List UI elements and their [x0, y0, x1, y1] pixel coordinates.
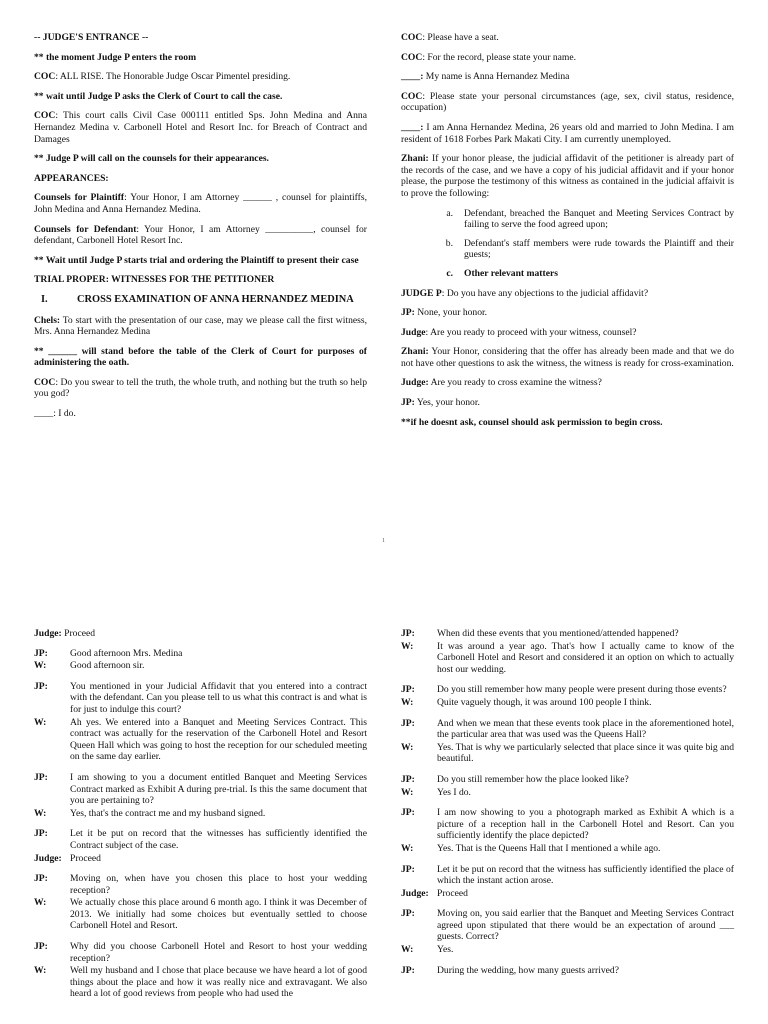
spacer	[401, 856, 734, 864]
qa-line	[34, 648, 367, 660]
speaker-line	[34, 628, 367, 640]
speaker-name: JP:	[401, 807, 415, 819]
qa-line	[34, 772, 367, 807]
speaker-name: JP:	[401, 397, 415, 409]
speaker-name: COC	[34, 110, 56, 122]
speaker-name: W:	[401, 944, 414, 956]
speaker-name: JP:	[34, 941, 48, 953]
qa-text: It was around a year ago. That's how I actually came to know of the Carbonell Hotel and Resort and considered it an option on which to actually host our wedding.	[437, 640, 734, 675]
qa-text: When did these events that you mentioned/attended happened?	[437, 628, 679, 639]
speaker-name: JP:	[401, 964, 415, 976]
qa-text: And when we mean that these events took place in the aforementioned hotel, the particular area that was used was the Queens Hall?	[437, 717, 734, 741]
speaker-name: COC	[401, 90, 423, 102]
paragraph: ** the moment Judge P enters the room	[34, 51, 197, 63]
speaker-line	[34, 71, 367, 83]
speaker-name: JP:	[34, 680, 48, 692]
page-number: 1	[382, 538, 385, 544]
purpose-list	[401, 208, 734, 280]
speaker-line	[34, 315, 367, 338]
speaker-name: ____:	[401, 71, 424, 83]
qa-line	[34, 941, 367, 964]
speaker-line	[401, 288, 734, 300]
speaker-name: W:	[34, 807, 47, 819]
qa-text: Do you still remember how many people were present during those events?	[437, 684, 727, 696]
speaker-name: JP:	[401, 717, 415, 729]
qa-line	[401, 965, 734, 977]
speaker-name: W:	[34, 897, 47, 909]
qa-text: Well my husband and I chose that place because we have heard a lot of good things about the place and how it was really nice and extravagant. We also heard a lot of good reviews from people who had used the	[70, 965, 367, 1000]
spacer	[401, 676, 734, 684]
speaker-line	[401, 122, 734, 145]
qa-text: Do you still remember how the place looked like?	[437, 773, 629, 785]
qa-line	[401, 908, 734, 943]
speaker-text: : Do you swear to tell the truth, the whole truth, and nothing but the truth so help you god?	[34, 376, 367, 400]
page-2-left-column	[34, 628, 367, 1001]
speaker-line	[401, 32, 734, 44]
list-text: Other relevant matters	[464, 267, 558, 279]
spacer	[401, 766, 734, 774]
section-heading	[34, 294, 367, 307]
speaker-name: Zhani:	[401, 346, 429, 358]
qa-line	[401, 944, 734, 956]
speaker-name: COC	[34, 376, 56, 388]
paragraph: TRIAL PROPER: WITNESSES FOR THE PETITIONER	[34, 274, 275, 286]
speaker-text: : This court calls Civil Case 000111 entitled Sps. John Medina and Anna Hernandez Medina v. Carbonell Hotel and Resort Inc. for Breach of Contract and Damages	[34, 110, 367, 145]
speaker-name: JUDGE P	[401, 287, 442, 299]
qa-text: Let it be put on record that the witness has sufficiently identified the place of which the instant action arose.	[437, 863, 734, 887]
speaker-text: My name is Anna Hernandez Medina	[423, 71, 570, 83]
speaker-text: : Please state your personal circumstances (age, sex, civil status, residence, occupation)	[401, 90, 734, 114]
page-1-right-column	[401, 32, 734, 436]
speaker-name: W:	[401, 640, 414, 652]
page-2	[0, 592, 768, 1024]
speaker-name: W:	[401, 741, 414, 753]
section-number: I.	[41, 293, 48, 305]
paragraph: ** Wait until Judge P starts trial and ordering the Plaintiff to present their case	[34, 254, 359, 266]
spacer	[34, 820, 367, 828]
speaker-line	[401, 327, 734, 339]
speaker-name: W:	[34, 716, 47, 728]
speaker-line	[401, 346, 734, 369]
paragraph: ____: I do.	[34, 408, 76, 420]
qa-line	[401, 774, 734, 786]
speaker-line	[34, 224, 367, 247]
qa-line	[34, 965, 367, 1000]
qa-text: Yes, that's the contract me and my husband signed.	[70, 807, 266, 819]
speaker-line	[401, 397, 734, 409]
qa-text: Yes.	[437, 944, 454, 956]
speaker-text: I am Anna Hernandez Medina, 26 years old and married to John Medina. I am resident of 1618 Forbes Park Makati City. I am currently unemployed.	[401, 121, 734, 145]
speaker-text: : ALL RISE. The Honorable Judge Oscar Pimentel presiding.	[55, 71, 291, 83]
speaker-line	[401, 377, 734, 389]
qa-text: We actually chose this place around 6 month ago. I think it was December of 2013. We initially had some choices but eventually settled to choose Carbonell Hotel and Resort.	[70, 897, 367, 932]
list-letter: b.	[445, 237, 453, 249]
speaker-text: : Are you ready to proceed with your witness, counsel?	[425, 326, 637, 338]
spacer	[401, 957, 734, 965]
speaker-name: ____:	[401, 121, 424, 133]
qa-line	[401, 684, 734, 696]
speaker-text: If your honor please, the judicial affidavit of the petitioner is already part of the records of the case, and we have a copy of his judicial affidavit and if your honor please, the purpose the testimony of this witness as contained in the judicial affaivit is to prove the following:	[401, 153, 734, 199]
speaker-name: JP:	[401, 773, 415, 785]
page-1-left-column	[34, 32, 367, 428]
list-item	[401, 268, 734, 280]
speaker-name: W:	[401, 696, 414, 708]
speaker-name: JP:	[34, 873, 48, 885]
qa-line	[401, 742, 734, 765]
speaker-text: : Your Honor, I am Attorney __________, counsel for defendant, Carbonell Hotel Resort Inc.	[34, 223, 367, 247]
speaker-name: JP:	[401, 307, 415, 319]
qa-text: Yes I do.	[437, 786, 471, 798]
speaker-name: W:	[34, 965, 47, 977]
paragraph: ** ______ will stand before the table of the Clerk of Court for purposes of administering the oath.	[34, 345, 367, 369]
speaker-text: None, your honor.	[414, 307, 488, 319]
qa-line	[34, 660, 367, 672]
speaker-line	[401, 307, 734, 319]
speaker-text: To start with the presentation of our case, may we please call the first witness, Mrs. Anna Hernandez Medina	[34, 314, 367, 338]
qa-line	[401, 628, 734, 640]
qa-line	[401, 843, 734, 855]
spacer	[34, 673, 367, 681]
speaker-name: Judge:	[401, 887, 429, 899]
speaker-line	[401, 52, 734, 64]
spacer	[401, 900, 734, 908]
speaker-text: : Your Honor, I am Attorney ______ , counsel for plaintiffs, John Medina and Anna Hernandez Medina.	[34, 192, 367, 215]
speaker-text: : For the record, please state your name.	[422, 51, 577, 63]
speaker-name: JP:	[401, 863, 415, 875]
qa-text: Good afternoon sir.	[70, 660, 145, 672]
list-letter: a.	[446, 207, 453, 219]
qa-text: Yes. That is why we particularly selected that place since it was quite big and beautiful.	[437, 741, 734, 765]
speaker-text: : Do you have any objections to the judicial affidavit?	[441, 287, 649, 299]
qa-line	[34, 681, 367, 716]
speaker-name: W:	[401, 842, 414, 854]
qa-line	[34, 717, 367, 763]
speaker-name: JP:	[34, 771, 48, 783]
speaker-name: Chels:	[34, 314, 61, 326]
qa-line	[401, 787, 734, 799]
qa-line	[34, 853, 367, 865]
speaker-name: JP:	[34, 828, 48, 840]
qa-text: I am now showing to you a photograph marked as Exhibit A which is a picture of a reception hall in the Carbonell Hotel and Resort. Can you sufficiently identify the place depicted?	[437, 807, 734, 842]
speaker-name: Judge	[401, 326, 426, 338]
speaker-line	[401, 71, 734, 83]
spacer	[34, 933, 367, 941]
qa-line	[401, 718, 734, 741]
qa-line	[34, 808, 367, 820]
paragraph: ** Judge P will call on the counsels for their appearances.	[34, 153, 269, 165]
speaker-name: Judge:	[401, 377, 429, 389]
spacer	[401, 710, 734, 718]
speaker-name: JP:	[34, 647, 48, 659]
spacer	[34, 764, 367, 772]
section-title: CROSS EXAMINATION OF ANNA HERNANDEZ MEDINA	[77, 293, 354, 305]
paragraph: **if he doesnt ask, counsel should ask permission to begin cross.	[401, 416, 663, 428]
speaker-text: Proceed	[61, 628, 96, 639]
speaker-name: W:	[401, 786, 414, 798]
speaker-line	[401, 153, 734, 199]
list-text: Defendant, breached the Banquet and Meeting Services Contract by failing to serve the food agreed upon;	[464, 207, 734, 231]
speaker-name: Counsels for Defendant	[34, 223, 137, 235]
paragraph: -- JUDGE'S ENTRANCE --	[34, 32, 149, 43]
qa-text: Moving on, when have you chosen this place to host your wedding reception?	[70, 873, 367, 896]
qa-text: Ah yes. We entered into a Banquet and Meeting Services Contract. This contract was actually for the reservation of the Carbonell Hotel and Resort Queen Hall which was going to host the reception for our scheduled meeting on the same day earlier.	[70, 716, 367, 763]
spacer	[401, 799, 734, 807]
page-2-right-column	[401, 628, 734, 977]
qa-text: Yes. That is the Queens Hall that I mentioned a while ago.	[437, 842, 661, 854]
speaker-name: Judge:	[34, 628, 62, 639]
list-text: Defendant's staff members were rude towards the Plaintiff and their guests;	[464, 237, 734, 261]
qa-text: Quite vaguely though, it was around 100 people I think.	[437, 696, 652, 708]
qa-line	[401, 641, 734, 676]
speaker-line	[34, 377, 367, 400]
qa-text: Proceed	[70, 852, 101, 864]
list-item	[401, 208, 734, 231]
speaker-name: Zhani:	[401, 153, 429, 165]
qa-line	[401, 697, 734, 709]
qa-text: Why did you choose Carbonell Hotel and Resort to host your wedding reception?	[70, 941, 367, 964]
paragraph: APPEARANCES:	[34, 172, 109, 184]
spacer	[34, 865, 367, 873]
list-letter: c.	[446, 267, 453, 279]
speaker-text: Yes, your honor.	[414, 397, 480, 409]
speaker-line	[401, 91, 734, 114]
speaker-name: COC	[401, 32, 423, 43]
qa-text: During the wedding, how many guests arrived?	[437, 964, 619, 976]
qa-text: I am showing to you a document entitled Banquet and Meeting Services Contract marked as Exhibit A during pre-trial. Is this the same document that you are pertaining to?	[70, 771, 367, 807]
speaker-name: Counsels for Plaintiff	[34, 192, 125, 204]
qa-line	[401, 888, 734, 900]
speaker-name: Judge:	[34, 852, 62, 864]
qa-line	[34, 897, 367, 932]
qa-line	[401, 807, 734, 842]
qa-line	[401, 864, 734, 887]
speaker-name: COC	[34, 71, 56, 83]
speaker-text: Your Honor, considering that the offer has already been made and that we do not have other questions to ask the witness, the witness is ready for cross-examination.	[401, 346, 734, 369]
speaker-line	[34, 192, 367, 215]
qa-line	[34, 828, 367, 851]
speaker-name: JP:	[401, 628, 415, 639]
qa-text: Let it be put on record that the witnesses has sufficiently identified the Contract subject of the case.	[70, 828, 367, 851]
speaker-text: : Please have a seat.	[422, 32, 499, 43]
speaker-name: JP:	[401, 684, 415, 696]
speaker-name: JP:	[401, 908, 415, 920]
speaker-text: Are you ready to cross examine the witness?	[428, 377, 602, 389]
qa-text: Good afternoon Mrs. Medina	[70, 647, 183, 659]
speaker-name: W:	[34, 660, 47, 672]
speaker-name: COC	[401, 51, 423, 63]
qa-text: Proceed	[437, 887, 468, 899]
paragraph: ** wait until Judge P asks the Clerk of Court to call the case.	[34, 90, 283, 102]
qa-line	[34, 873, 367, 896]
qa-text: You mentioned in your Judicial Affidavit that you entered into a contract with the defendant. Can you please tell to us what this contract is and what is for just to indulge this court?	[70, 680, 367, 715]
speaker-line	[34, 110, 367, 145]
list-item	[401, 238, 734, 261]
qa-text: Moving on, you said earlier that the Banquet and Meeting Services Contract agreed upon stipulated that there would be an expectation of around ___ guests. Correct?	[437, 908, 734, 943]
